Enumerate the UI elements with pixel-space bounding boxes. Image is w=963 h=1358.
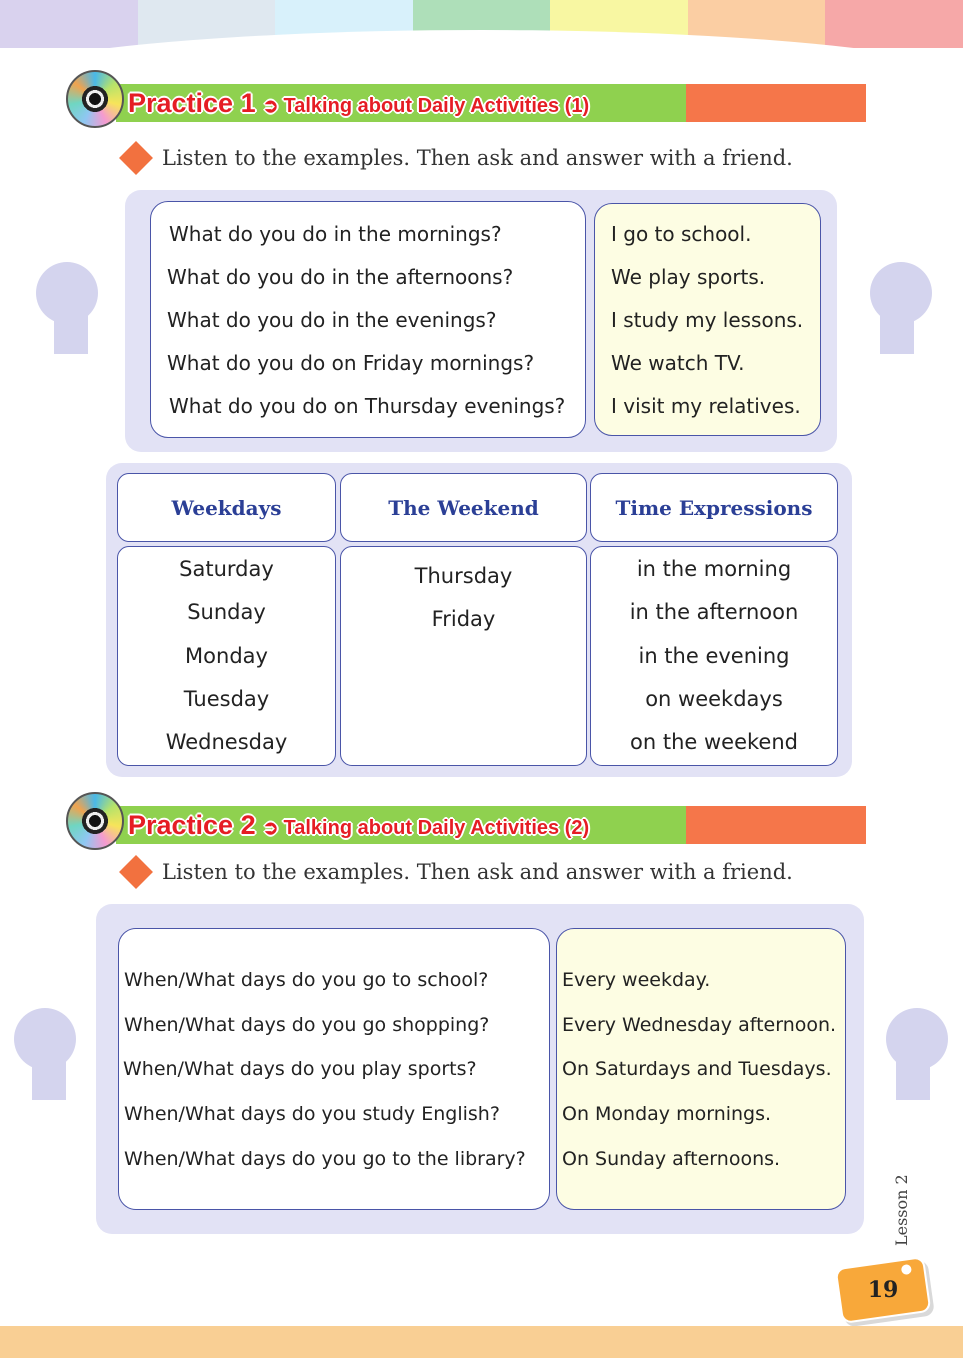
- list-item: in the evening: [638, 644, 790, 668]
- arrow-icon: ➲: [262, 818, 279, 839]
- left-head-silhouette-icon: [36, 262, 116, 357]
- lesson-label: Lesson 2: [892, 1174, 911, 1246]
- practice2-questions-bubble: [118, 928, 550, 1210]
- list-item: Saturday: [179, 557, 274, 581]
- right-head-silhouette-icon: [852, 262, 932, 357]
- question-line: What do you do on Thursday evenings?: [169, 394, 566, 418]
- practice2-header: [66, 792, 866, 852]
- answer-line: I study my lessons.: [611, 308, 804, 332]
- practice2-instruction: [120, 854, 793, 890]
- arrow-icon: ➲: [262, 96, 279, 117]
- audio-cd-icon[interactable]: [66, 70, 124, 128]
- answer-line: We watch TV.: [611, 351, 745, 375]
- question-line: When/What days do you go shopping?: [124, 1014, 490, 1036]
- question-line: When/What days do you play sports?: [123, 1058, 477, 1080]
- question-line: When/What days do you go to school?: [124, 969, 489, 991]
- weekdays-cell: [117, 546, 336, 766]
- practice-subtitle: Talking about Daily Activities (2): [283, 817, 590, 839]
- list-item: Friday: [431, 607, 496, 631]
- question-line: When/What days do you go to the library?: [124, 1148, 526, 1170]
- practice-subtitle: Talking about Daily Activities (1): [283, 95, 590, 117]
- header-orange-bar: [686, 84, 866, 122]
- diamond-bullet-icon: [119, 855, 153, 889]
- page-number: 19: [867, 1277, 899, 1303]
- header-weekdays: Weekdays: [117, 473, 336, 542]
- practice1-questions-bubble: [150, 201, 586, 438]
- answer-line: We play sports.: [611, 265, 766, 289]
- time-expressions-cell: [590, 546, 838, 766]
- left-head-silhouette-icon: [14, 1008, 94, 1103]
- page-number-badge: [835, 1256, 932, 1324]
- instruction-text: Listen to the examples. Then ask and answer with a friend.: [162, 146, 793, 170]
- question-line: When/What days do you study English?: [124, 1103, 500, 1125]
- answer-line: Every Wednesday afternoon.: [562, 1014, 837, 1036]
- practice-label: Practice 2: [128, 810, 256, 840]
- question-line: What do you do in the afternoons?: [167, 265, 514, 289]
- rainbow-stripe: [825, 0, 963, 48]
- rainbow-stripe: [0, 0, 138, 48]
- weekend-cell: [340, 546, 587, 766]
- list-item: Wednesday: [165, 730, 288, 754]
- list-item: Monday: [185, 644, 268, 668]
- list-item: Thursday: [414, 564, 513, 588]
- practice-label: Practice 1: [128, 88, 256, 118]
- list-item: in the morning: [636, 557, 792, 581]
- header-the-weekend: The Weekend: [340, 473, 587, 542]
- list-item: on the weekend: [630, 730, 798, 754]
- answer-line: I visit my relatives.: [611, 394, 801, 418]
- question-line: What do you do on Friday mornings?: [167, 351, 535, 375]
- diamond-bullet-icon: [119, 141, 153, 175]
- answer-line: On Monday mornings.: [562, 1103, 772, 1125]
- header-time-expressions: Time Expressions: [590, 473, 838, 542]
- practice1-answers-bubble: [594, 203, 821, 436]
- audio-cd-icon[interactable]: [66, 792, 124, 850]
- answer-line: I go to school.: [611, 222, 752, 246]
- answer-line: On Saturdays and Tuesdays.: [562, 1058, 832, 1080]
- list-item: in the afternoon: [629, 600, 799, 624]
- practice2-answers-bubble: [556, 928, 846, 1210]
- question-line: What do you do in the mornings?: [169, 222, 502, 246]
- list-item: on weekdays: [645, 687, 783, 711]
- header-orange-bar: [686, 806, 866, 844]
- answer-line: Every weekday.: [562, 969, 711, 991]
- bottom-band: [0, 1326, 963, 1358]
- practice1-header: [66, 70, 866, 130]
- practice2-title: [128, 806, 589, 844]
- question-line: What do you do in the evenings?: [167, 308, 497, 332]
- list-item: Sunday: [187, 600, 266, 624]
- right-head-silhouette-icon: [868, 1008, 948, 1103]
- instruction-text: Listen to the examples. Then ask and answer with a friend.: [162, 860, 793, 884]
- practice1-title: [128, 84, 589, 122]
- list-item: Tuesday: [183, 687, 270, 711]
- practice1-instruction: [120, 140, 793, 176]
- answer-line: On Sunday afternoons.: [562, 1148, 781, 1170]
